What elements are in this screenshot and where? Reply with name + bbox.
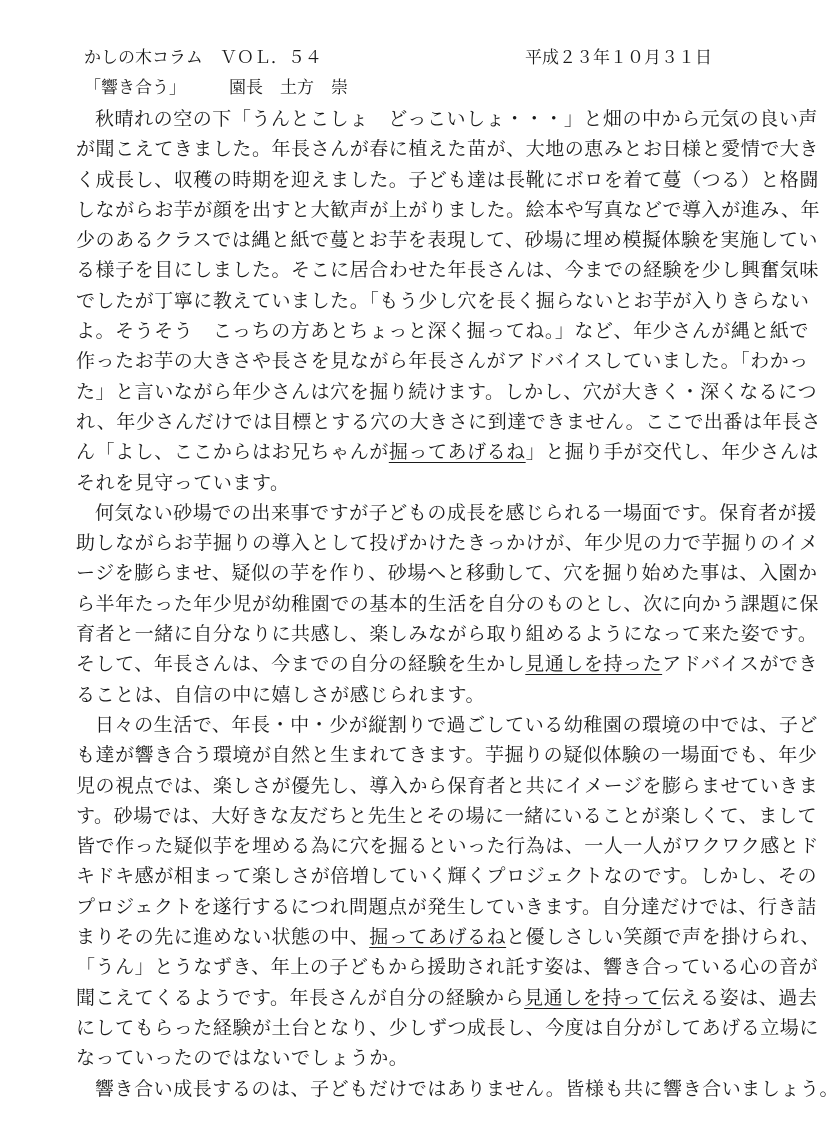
text-segment: 何気ない砂場での出来事ですが子どもの成長を感じられる一場面です。保育者が援	[95, 501, 817, 524]
text-segment: 助しながらお芋掘りの導入として投げかけたきっかけが、年少児の力で芋掘りのイメ	[76, 532, 819, 555]
text-segment: く成長し、収穫の時期を迎えました。子ども達は長靴にボロを着て蔓（つる）と格闘	[76, 168, 819, 191]
text-line	[76, 558, 818, 588]
text-line	[76, 468, 736, 498]
text-line	[76, 1074, 839, 1104]
text-segment: 児の視点では、楽しさが優先し、導入から保育者と共にイメージを膨らませていきま	[76, 774, 819, 797]
text-segment: ん「よし、ここからはお兄ちゃんが	[76, 441, 389, 464]
text-segment: 皆で作った疑似芋を埋める為に穴を掘るといった行為は、一人一人がワクワク感とド	[76, 835, 819, 858]
text-line	[76, 195, 821, 225]
text-segment: しながらお芋が顔を出すと大歓声が上がりました。絵本や写真などで導入が進み、年	[76, 198, 821, 221]
text-line	[76, 286, 810, 316]
article-body	[76, 104, 839, 1104]
text-segment: ージを膨らませ、疑似の芋を作り、砂場へと移動して、穴を掘り始めた事は、入園か	[76, 562, 818, 585]
text-segment: でしたが丁寧に教えていました。「もう少し穴を長く掘らないとお芋が入りきらない	[76, 289, 810, 312]
article-title: 「響き合う」	[84, 78, 186, 98]
text-line	[76, 922, 821, 952]
text-segment: よ。そうそう こっちの方あとちょっと深く掘ってね。」など、年少さんが縄と紙で	[76, 320, 810, 343]
text-line	[76, 710, 818, 740]
text-line	[76, 498, 817, 528]
text-segment: 秋晴れの空の下「うんとこしょ どっこいしょ・・・」と畑の中から元気の良い声	[95, 108, 818, 130]
text-segment: プロジェクトを遂行するにつれ問題点が発生していきます。自分達だけでは、行き詰	[76, 895, 817, 918]
text-line	[76, 771, 819, 801]
text-segment: アドバイスができ	[662, 653, 818, 676]
text-segment: 育者と一緒に自分なりに共感し、楽しみながら取り組めるようになって来た姿です。	[76, 623, 818, 646]
paragraph	[76, 498, 819, 710]
text-segment: それを見守っています。	[76, 471, 290, 494]
text-segment: が聞こえてきました。年長さんが春に植えた苗が、大地の恵みとお日様と愛情で大き	[76, 138, 819, 161]
text-segment: と優しさしい笑顔で声を掛けられ、	[506, 926, 821, 949]
text-segment: 「うん」とうなずき、年上の子どもから援助され託す姿は、響き合っている心の音が	[76, 956, 819, 979]
underlined-phrase: 掘ってあげるね	[369, 926, 507, 949]
text-line	[76, 437, 819, 467]
text-segment: 」と掘り手が交代し、年少さんは	[525, 441, 819, 464]
text-segment: なっていったのではないでしょうか。	[76, 1047, 409, 1070]
text-segment: ることは、自信の中に嬉しさが感じられます。	[76, 683, 486, 706]
text-line	[76, 649, 818, 679]
text-segment: ら半年たった年少児が幼稚園での基本的生活を自分のものとし、次に向かう課題に保	[76, 592, 819, 615]
text-line	[76, 407, 822, 437]
text-line	[76, 346, 809, 376]
text-segment: も達が響き合う環境が自然と生まれてきます。芋掘りの疑似体験の一場面でも、年少	[76, 744, 818, 767]
text-segment: 作ったお芋の大きさや長さを見ながら年長さんがアドバイスしていました。「わかっ	[76, 350, 809, 373]
text-line	[76, 104, 818, 134]
text-segment: る様子を目にしました。そこに居合わせた年長さんは、今までの経験を少し興奮気味	[76, 259, 819, 282]
text-segment: す。砂場では、大好きな友だちと先生とその場に一緒にいることが楽しくて、まして	[76, 804, 818, 827]
text-line	[76, 983, 818, 1013]
underlined-phrase: 見通しを持った	[525, 653, 663, 676]
header-row-top	[84, 45, 712, 71]
text-segment: 聞こえてくるようです。年長さんが自分の経験から	[76, 986, 525, 1009]
text-line	[76, 165, 819, 195]
text-line	[76, 1043, 736, 1073]
text-segment: まりその先に進めない状態の中、	[76, 926, 370, 949]
text-line	[76, 680, 736, 710]
text-line	[76, 831, 819, 861]
text-segment: 伝える姿は、過去	[661, 986, 818, 1009]
text-line	[76, 619, 818, 649]
author: 園長 土方 崇	[229, 78, 348, 98]
text-line	[76, 589, 819, 619]
text-segment: にしてもらった経験が土台となり、少しずつ成長し、今度は自分がしてあげる立場に	[76, 1016, 819, 1039]
text-line	[76, 861, 818, 891]
text-segment: れ、年少さんだけでは目標とする穴の大きさに到達できません。ここで出番は年長さ	[76, 410, 822, 433]
text-segment: 日々の生活で、年長・中・少が縦割りで過ごしている幼稚園の環境の中では、子ど	[95, 713, 818, 736]
text-line	[76, 1013, 819, 1043]
paragraph	[76, 710, 821, 1074]
column-title: かしの木コラム ＶＯＬ．５４	[84, 48, 322, 68]
text-line	[76, 528, 819, 558]
underlined-phrase: 見通しを持って	[524, 986, 661, 1009]
text-line	[76, 316, 810, 346]
text-line	[76, 892, 817, 922]
text-segment: そして、年長さんは、今までの自分の経験を生かし	[76, 653, 526, 676]
underlined-phrase: 掘ってあげるね	[388, 441, 526, 464]
text-segment: 響き合い成長するのは、子どもだけではありません。皆様も共に響き合いましょう。	[95, 1077, 839, 1100]
text-segment: 少のあるクラスでは縄と紙で蔓とお芋を表現して、砂場に埋め模擬体験を実施してい	[76, 229, 818, 252]
text-segment: キドキ感が相まって楽しさが倍増していく輝くプロジェクトなのです。しかし、その	[76, 865, 818, 888]
text-line	[76, 134, 819, 164]
paragraph	[76, 1074, 839, 1104]
text-line	[76, 255, 819, 285]
text-line	[76, 377, 818, 407]
text-line	[76, 952, 819, 982]
text-line	[76, 225, 818, 255]
paragraph	[76, 104, 822, 498]
text-line	[76, 740, 818, 770]
header-row-title	[84, 75, 712, 101]
date: 平成２３年１０月３１日	[525, 48, 712, 68]
text-segment: た」と言いながら年少さんは穴を掘り続けます。しかし、穴が大きく・深くなるにつ	[76, 380, 818, 403]
text-line	[76, 801, 818, 831]
